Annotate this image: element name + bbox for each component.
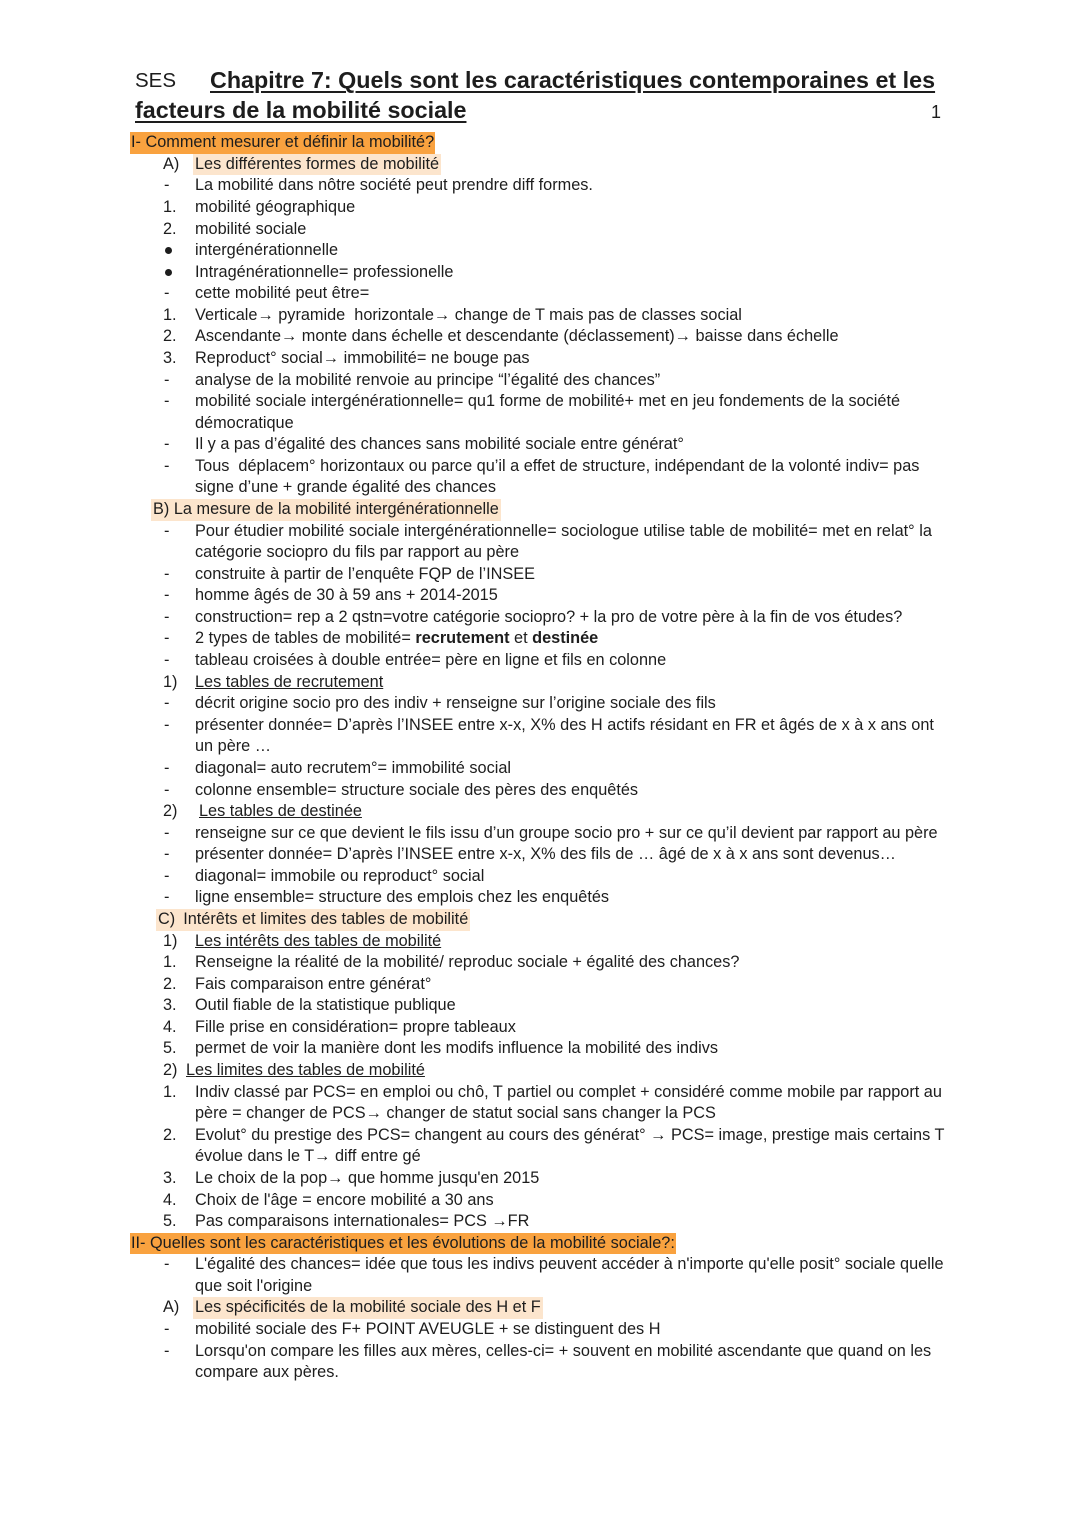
list-item-text: construction= rep a 2 qstn=votre catégorie sociopro? + la pro de votre père à la fin de vos études?	[195, 607, 903, 626]
list-item	[0, 758, 1080, 780]
section-heading	[0, 1233, 1080, 1255]
list-item	[0, 434, 1080, 456]
list-item-text: présenter donnée= D’après l’INSEE entre x-x, X% des fils de … âgé de x à x ans sont devenus…	[195, 845, 896, 864]
list-item-text: père = changer de PCS→ changer de statut social sans changer la PCS	[195, 1104, 716, 1123]
list-item-text: Tous déplacem° horizontaux ou parce qu’il a effet de structure, indépendant de la volonté indiv= pas	[195, 456, 920, 475]
list-item-text: Il y a pas d’égalité des chances sans mobilité sociale entre générat°	[195, 435, 684, 454]
list-item	[0, 456, 1080, 478]
list-marker: -	[164, 456, 170, 475]
bullet-icon	[165, 247, 172, 254]
list-item	[0, 564, 1080, 586]
list-item	[0, 1168, 1080, 1190]
list-marker: -	[164, 715, 170, 734]
list-item-text: cette mobilité peut être=	[195, 284, 370, 303]
sub-subsection-marker: 2)	[163, 802, 178, 821]
list-marker: -	[164, 521, 170, 540]
list-marker: -	[164, 629, 170, 648]
list-item-text: un père …	[195, 737, 272, 756]
list-marker: 4.	[163, 1190, 177, 1209]
sub-subsection-heading	[0, 931, 1080, 953]
list-item-continuation	[0, 1103, 1080, 1125]
subsection-heading	[0, 1297, 1080, 1319]
list-item	[0, 391, 1080, 413]
list-item-text: mobilité sociale des F+ POINT AVEUGLE + se distinguent des H	[195, 1319, 661, 1338]
list-item-text: mobilité sociale intergénérationnelle= qu1 forme de mobilité+ met en jeu fondements de la société	[195, 392, 901, 411]
list-marker: 5.	[163, 1039, 177, 1058]
list-item	[0, 219, 1080, 241]
chapter-title-line-2: facteurs de la mobilité sociale	[135, 97, 467, 123]
list-marker: -	[164, 586, 170, 605]
section-heading	[0, 132, 1080, 154]
sub-subsection-marker: 1)	[163, 672, 178, 691]
list-marker: -	[164, 823, 170, 842]
sub-subsection-heading	[0, 672, 1080, 694]
list-marker: 1.	[163, 305, 177, 324]
list-item-text: construite à partir de l’enquête FQP de l’INSEE	[195, 564, 535, 583]
list-item-text: La mobilité dans nôtre société peut prendre diff formes.	[195, 176, 593, 195]
list-marker: 2.	[163, 1125, 177, 1144]
list-item-text: L'égalité des chances= idée que tous les indivs peuvent accéder à n'importe qu'elle posit° sociale quelle	[195, 1255, 944, 1274]
list-item	[0, 1190, 1080, 1212]
list-item	[0, 521, 1080, 543]
list-item-text: analyse de la mobilité renvoie au principe “l’égalité des chances”	[195, 370, 661, 389]
list-marker: 2.	[163, 219, 177, 238]
list-marker: -	[164, 370, 170, 389]
list-item	[0, 1125, 1080, 1147]
list-item-text: Intragénérationnelle= professionelle	[195, 262, 454, 281]
list-item-continuation	[0, 1362, 1080, 1384]
list-marker: -	[164, 888, 170, 907]
list-item-continuation	[0, 736, 1080, 758]
sub-subsection-title: Les intérêts des tables de mobilité	[195, 931, 442, 950]
list-item-continuation	[0, 542, 1080, 564]
list-item	[0, 995, 1080, 1017]
subsection-marker: A)	[163, 1298, 180, 1317]
list-item-text: Indiv classé par PCS= en emploi ou chô, T partiel ou complet + considéré comme mobile par rapport au	[195, 1082, 942, 1101]
list-marker: 3.	[163, 1168, 177, 1187]
subsection-title-block	[151, 499, 501, 521]
list-item	[0, 240, 1080, 262]
list-item	[0, 844, 1080, 866]
list-item-text: Fille prise en considération= propre tableaux	[195, 1017, 516, 1036]
list-item-text	[195, 628, 598, 650]
list-item-text: décrit origine socio pro des indiv + renseigne sur l’origine sociale des fils	[195, 694, 716, 713]
list-item-text: Pas comparaisons internationales= PCS →FR	[195, 1212, 530, 1231]
subsection-marker: B)	[153, 500, 170, 519]
subsection-title: Les différentes formes de mobilité	[193, 154, 441, 176]
list-marker: -	[164, 435, 170, 454]
chapter-title-line-1: Chapitre 7: Quels sont les caractéristiques contemporaines et les	[210, 67, 936, 93]
text-segment: et	[509, 629, 533, 648]
list-item-text: mobilité sociale	[195, 219, 307, 238]
list-item-text: Renseigne la réalité de la mobilité/ reproduc sociale + égalité des chances?	[195, 953, 740, 972]
list-item-text: intergénérationnelle	[195, 241, 339, 260]
list-item	[0, 326, 1080, 348]
list-marker: -	[164, 284, 170, 303]
list-item	[0, 1254, 1080, 1276]
list-item-continuation	[0, 1276, 1080, 1298]
list-item	[0, 823, 1080, 845]
list-marker: -	[164, 780, 170, 799]
list-item	[0, 1038, 1080, 1060]
list-marker: 3.	[163, 348, 177, 367]
list-marker: -	[164, 758, 170, 777]
list-item-text: compare aux pères.	[195, 1363, 339, 1382]
list-item	[0, 1017, 1080, 1039]
list-marker: -	[164, 176, 170, 195]
list-item-text: Choix de l'âge = encore mobilité a 30 ans	[195, 1190, 494, 1209]
list-item-continuation	[0, 413, 1080, 435]
list-item	[0, 585, 1080, 607]
list-item-text: diagonal= immobile ou reproduct° social	[195, 866, 485, 885]
sub-subsection-heading	[0, 1060, 1080, 1082]
page-number: 1	[931, 102, 942, 122]
subsection-title: Les spécificités de la mobilité sociale des H et F	[193, 1297, 543, 1319]
bold-term: destinée	[532, 629, 599, 648]
list-item-text: signe d’une + grande égalité des chances	[195, 478, 496, 497]
subsection-heading	[0, 909, 1080, 931]
sub-subsection-marker: 2)	[163, 1061, 178, 1080]
list-marker: 3.	[163, 996, 177, 1015]
list-item	[0, 197, 1080, 219]
list-item	[0, 175, 1080, 197]
list-item	[0, 348, 1080, 370]
list-item	[0, 650, 1080, 672]
list-item-text: Ascendante→ monte dans échelle et descendante (déclassement)→ baisse dans échelle	[195, 327, 839, 346]
section-title: I- Comment mesurer et définir la mobilité?	[130, 132, 435, 154]
list-item-text: tableau croisées à double entrée= père en ligne et fils en colonne	[195, 651, 667, 670]
sub-subsection-marker: 1)	[163, 931, 178, 950]
list-item-text: Evolut° du prestige des PCS= changent au cours des générat° → PCS= image, prestige mais certains T	[195, 1125, 945, 1144]
list-item	[0, 693, 1080, 715]
list-item-text: mobilité géographique	[195, 197, 356, 216]
list-item	[0, 283, 1080, 305]
list-item-continuation	[0, 477, 1080, 499]
subsection-title-block	[156, 909, 470, 931]
list-item	[0, 370, 1080, 392]
sub-subsection-title: Les tables de recrutement	[195, 672, 384, 691]
list-item-text: Fais comparaison entre générat°	[195, 974, 432, 993]
list-item-text: Verticale→ pyramide horizontale→ change de T mais pas de classes social	[195, 305, 742, 324]
subsection-title: La mesure de la mobilité intergénérationnelle	[173, 500, 499, 519]
list-item-text: Pour étudier mobilité sociale intergénérationnelle= sociologue utilise table de mobilité= met en relat° la	[195, 521, 932, 540]
list-item	[0, 1082, 1080, 1104]
list-item-text: colonne ensemble= structure sociale des pères des enquêtés	[195, 780, 639, 799]
list-item-text: Le choix de la pop→ que homme jusqu'en 2015	[195, 1168, 540, 1187]
subsection-heading	[0, 499, 1080, 521]
sub-subsection-heading	[0, 801, 1080, 823]
bullet-icon	[165, 269, 172, 276]
list-marker: -	[164, 1341, 170, 1360]
list-marker: 1.	[163, 1082, 177, 1101]
list-item	[0, 305, 1080, 327]
list-marker: 4.	[163, 1017, 177, 1036]
list-item-text: permet de voir la manière dont les modifs influence la mobilité des indivs	[195, 1039, 719, 1058]
text-segment: 2 types de tables de mobilité=	[195, 629, 416, 648]
list-item-text: Lorsqu'on compare les filles aux mères, celles-ci= + souvent en mobilité ascendante que quand on les	[195, 1341, 932, 1360]
subsection-marker: C)	[158, 910, 176, 928]
list-item	[0, 780, 1080, 802]
list-marker: 5.	[163, 1212, 177, 1231]
list-item	[0, 715, 1080, 737]
list-item-text: que soit l'origine	[195, 1276, 313, 1295]
list-item-text: Reproduct° social→ immobilité= ne bouge pas	[195, 348, 530, 367]
list-marker: -	[164, 392, 170, 411]
list-item-text: ligne ensemble= structure des emplois chez les enquêtés	[195, 888, 610, 907]
list-marker: -	[164, 866, 170, 885]
list-marker: 2.	[163, 327, 177, 346]
list-item	[0, 1211, 1080, 1233]
list-item	[0, 628, 1080, 650]
list-item	[0, 262, 1080, 284]
list-marker: -	[164, 651, 170, 670]
document-body	[0, 132, 1080, 1384]
list-marker: 1.	[163, 953, 177, 972]
subsection-heading	[0, 154, 1080, 176]
list-item	[0, 866, 1080, 888]
sub-subsection-title: Les tables de destinée	[199, 802, 362, 821]
section-title: II- Quelles sont les caractéristiques et les évolutions de la mobilité sociale?:	[130, 1233, 676, 1255]
subsection-marker: A)	[163, 154, 180, 173]
list-marker: 2.	[163, 974, 177, 993]
list-item-text: évolue dans le T→ diff entre gé	[195, 1147, 421, 1166]
list-item	[0, 607, 1080, 629]
list-marker: -	[164, 1255, 170, 1274]
list-item-text: renseigne sur ce que devient le fils issu d’un groupe socio pro + sur ce qu’il devient par rapport au père	[195, 823, 938, 842]
list-marker: -	[164, 607, 170, 626]
list-item	[0, 1341, 1080, 1363]
subject-label: SES	[135, 69, 177, 92]
list-marker: -	[164, 564, 170, 583]
list-item	[0, 952, 1080, 974]
list-marker: 1.	[163, 197, 177, 216]
list-item-continuation	[0, 1146, 1080, 1168]
list-item	[0, 974, 1080, 996]
list-item-text: homme âgés de 30 à 59 ans + 2014-2015	[195, 586, 498, 605]
list-item-text: catégorie sociopro du fils par rapport au père	[195, 543, 520, 562]
subsection-title: Intérêts et limites des tables de mobilité	[183, 910, 469, 928]
list-marker: -	[164, 845, 170, 864]
list-marker: -	[164, 694, 170, 713]
list-item-text: présenter donnée= D’après l’INSEE entre x-x, X% des H actifs résidant en FR et âgés de x à x ans ont	[195, 715, 934, 734]
list-item	[0, 1319, 1080, 1341]
list-item	[0, 887, 1080, 909]
bold-term: recrutement	[415, 629, 510, 648]
list-marker: -	[164, 1319, 170, 1338]
sub-subsection-title: Les limites des tables de mobilité	[186, 1061, 425, 1080]
list-item-text: démocratique	[195, 413, 294, 432]
list-item-text: diagonal= auto recrutem°= immobilité social	[195, 758, 512, 777]
list-item-text: Outil fiable de la statistique publique	[195, 996, 456, 1015]
